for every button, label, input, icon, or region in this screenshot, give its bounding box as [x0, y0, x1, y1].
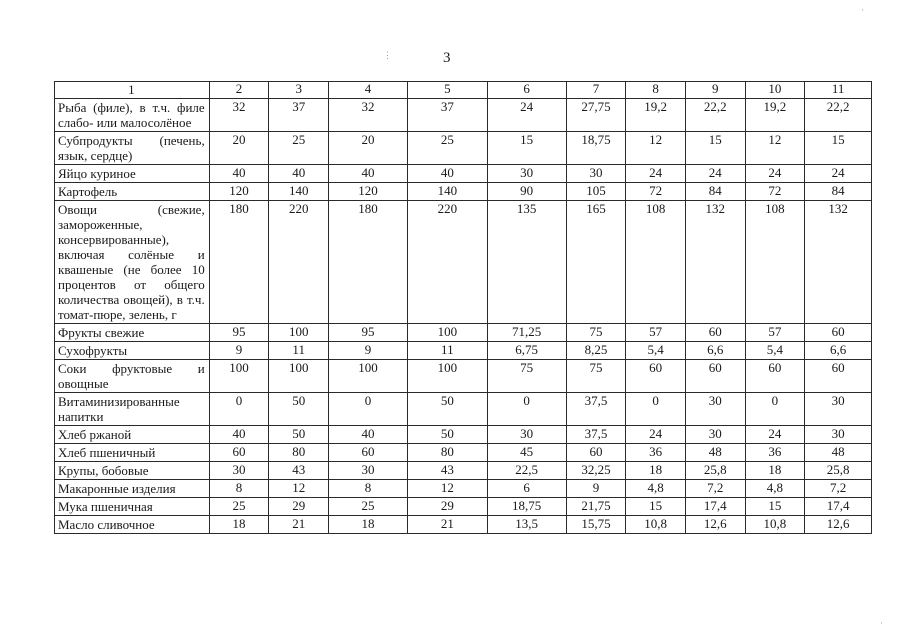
value-cell: 18 — [626, 462, 686, 480]
column-header-5: 5 — [407, 82, 487, 99]
product-name-cell: Хлеб ржаной — [55, 426, 210, 444]
value-cell: 30 — [487, 165, 566, 183]
value-cell: 15 — [805, 132, 872, 165]
value-cell: 108 — [626, 201, 686, 324]
value-cell: 6,6 — [685, 342, 745, 360]
value-cell: 8,25 — [566, 342, 626, 360]
value-cell: 100 — [329, 360, 408, 393]
value-cell: 72 — [626, 183, 686, 201]
value-cell: 15,75 — [566, 516, 626, 534]
value-cell: 40 — [329, 426, 408, 444]
value-cell: 40 — [269, 165, 329, 183]
value-cell: 120 — [209, 183, 269, 201]
value-cell: 6,6 — [805, 342, 872, 360]
value-cell: 12 — [407, 480, 487, 498]
table-row — [55, 183, 872, 201]
value-cell: 11 — [269, 342, 329, 360]
table-row — [55, 360, 872, 393]
product-name-cell: Масло сливочное — [55, 516, 210, 534]
value-cell: 45 — [487, 444, 566, 462]
product-name-cell: Фрукты свежие — [55, 324, 210, 342]
table-row — [55, 393, 872, 426]
value-cell: 21,75 — [566, 498, 626, 516]
value-cell: 30 — [209, 462, 269, 480]
value-cell: 36 — [745, 444, 805, 462]
product-name-cell: Мука пшеничная — [55, 498, 210, 516]
value-cell: 9 — [566, 480, 626, 498]
value-cell: 95 — [209, 324, 269, 342]
value-cell: 15 — [745, 498, 805, 516]
value-cell: 22,2 — [805, 99, 872, 132]
value-cell: 7,2 — [685, 480, 745, 498]
value-cell: 25 — [269, 132, 329, 165]
value-cell: 12 — [626, 132, 686, 165]
value-cell: 5,4 — [745, 342, 805, 360]
value-cell: 0 — [329, 393, 408, 426]
table-row — [55, 462, 872, 480]
value-cell: 32,25 — [566, 462, 626, 480]
value-cell: 84 — [685, 183, 745, 201]
value-cell: 25 — [407, 132, 487, 165]
value-cell: 30 — [685, 393, 745, 426]
value-cell: 30 — [685, 426, 745, 444]
product-name-cell: Сухофрукты — [55, 342, 210, 360]
food-norms-table — [54, 81, 872, 534]
value-cell: 50 — [407, 393, 487, 426]
value-cell: 105 — [566, 183, 626, 201]
value-cell: 5,4 — [626, 342, 686, 360]
column-header-3: 3 — [269, 82, 329, 99]
value-cell: 90 — [487, 183, 566, 201]
page-number: 3 — [443, 50, 451, 66]
value-cell: 8 — [329, 480, 408, 498]
column-header-4: 4 — [329, 82, 408, 99]
scan-speck: · — [861, 5, 864, 15]
column-header-1: 1 — [55, 82, 210, 99]
value-cell: 100 — [269, 360, 329, 393]
value-cell: 25 — [209, 498, 269, 516]
value-cell: 18,75 — [566, 132, 626, 165]
product-name-cell: Хлеб пшеничный — [55, 444, 210, 462]
value-cell: 20 — [209, 132, 269, 165]
product-name-cell: Соки фруктовые и овощные — [55, 360, 210, 393]
column-header-6: 6 — [487, 82, 566, 99]
value-cell: 71,25 — [487, 324, 566, 342]
value-cell: 9 — [329, 342, 408, 360]
value-cell: 48 — [805, 444, 872, 462]
value-cell: 100 — [407, 324, 487, 342]
product-name-cell: Яйцо куриное — [55, 165, 210, 183]
table-row — [55, 480, 872, 498]
value-cell: 22,2 — [685, 99, 745, 132]
value-cell: 140 — [407, 183, 487, 201]
value-cell: 60 — [626, 360, 686, 393]
value-cell: 32 — [209, 99, 269, 132]
column-header-7: 7 — [566, 82, 626, 99]
value-cell: 24 — [626, 426, 686, 444]
table-row — [55, 498, 872, 516]
table-row — [55, 444, 872, 462]
value-cell: 12 — [269, 480, 329, 498]
value-cell: 140 — [269, 183, 329, 201]
value-cell: 50 — [269, 426, 329, 444]
product-name-cell: Макаронные изделия — [55, 480, 210, 498]
column-header-11: 11 — [805, 82, 872, 99]
value-cell: 10,8 — [745, 516, 805, 534]
column-header-8: 8 — [626, 82, 686, 99]
value-cell: 4,8 — [745, 480, 805, 498]
value-cell: 43 — [269, 462, 329, 480]
value-cell: 0 — [745, 393, 805, 426]
value-cell: 60 — [805, 324, 872, 342]
value-cell: 13,5 — [487, 516, 566, 534]
table-row — [55, 516, 872, 534]
value-cell: 60 — [566, 444, 626, 462]
value-cell: 19,2 — [626, 99, 686, 132]
value-cell: 15 — [685, 132, 745, 165]
table-row — [55, 426, 872, 444]
value-cell: 165 — [566, 201, 626, 324]
value-cell: 24 — [626, 165, 686, 183]
value-cell: 95 — [329, 324, 408, 342]
value-cell: 220 — [269, 201, 329, 324]
value-cell: 60 — [805, 360, 872, 393]
value-cell: 24 — [745, 426, 805, 444]
value-cell: 30 — [805, 393, 872, 426]
value-cell: 21 — [269, 516, 329, 534]
value-cell: 18 — [329, 516, 408, 534]
value-cell: 19,2 — [745, 99, 805, 132]
value-cell: 100 — [407, 360, 487, 393]
value-cell: 18,75 — [487, 498, 566, 516]
value-cell: 29 — [407, 498, 487, 516]
value-cell: 43 — [407, 462, 487, 480]
value-cell: 30 — [487, 426, 566, 444]
value-cell: 75 — [487, 360, 566, 393]
value-cell: 60 — [745, 360, 805, 393]
table-row — [55, 342, 872, 360]
value-cell: 24 — [685, 165, 745, 183]
value-cell: 6 — [487, 480, 566, 498]
value-cell: 50 — [269, 393, 329, 426]
value-cell: 0 — [487, 393, 566, 426]
value-cell: 60 — [329, 444, 408, 462]
value-cell: 22,5 — [487, 462, 566, 480]
value-cell: 40 — [209, 165, 269, 183]
value-cell: 80 — [407, 444, 487, 462]
product-name-cell: Овощи (свежие, замороженные, консервированные), включая солёные и квашеные (не более 10 процентов от общего количества овощей), в т.ч. томат-пюре, зелень, г — [55, 201, 210, 324]
value-cell: 57 — [745, 324, 805, 342]
value-cell: 132 — [805, 201, 872, 324]
value-cell: 27,75 — [566, 99, 626, 132]
value-cell: 18 — [209, 516, 269, 534]
value-cell: 80 — [269, 444, 329, 462]
value-cell: 100 — [209, 360, 269, 393]
value-cell: 37,5 — [566, 393, 626, 426]
value-cell: 36 — [626, 444, 686, 462]
value-cell: 25 — [329, 498, 408, 516]
value-cell: 0 — [626, 393, 686, 426]
value-cell: 10,8 — [626, 516, 686, 534]
column-header-9: 9 — [685, 82, 745, 99]
product-name-cell: Картофель — [55, 183, 210, 201]
column-header-2: 2 — [209, 82, 269, 99]
product-name-cell: Витаминизированные напитки — [55, 393, 210, 426]
product-name-cell: Субпродукты (печень, язык, сердце) — [55, 132, 210, 165]
value-cell: 30 — [805, 426, 872, 444]
value-cell: 135 — [487, 201, 566, 324]
table-row — [55, 201, 872, 324]
value-cell: 40 — [209, 426, 269, 444]
value-cell: 0 — [209, 393, 269, 426]
table-header-row — [55, 82, 872, 99]
table-row — [55, 324, 872, 342]
value-cell: 60 — [209, 444, 269, 462]
value-cell: 15 — [626, 498, 686, 516]
value-cell: 75 — [566, 360, 626, 393]
value-cell: 100 — [269, 324, 329, 342]
value-cell: 180 — [329, 201, 408, 324]
value-cell: 37,5 — [566, 426, 626, 444]
value-cell: 12 — [745, 132, 805, 165]
value-cell: 75 — [566, 324, 626, 342]
value-cell: 120 — [329, 183, 408, 201]
value-cell: 12,6 — [685, 516, 745, 534]
value-cell: 57 — [626, 324, 686, 342]
value-cell: 48 — [685, 444, 745, 462]
value-cell: 17,4 — [685, 498, 745, 516]
value-cell: 37 — [407, 99, 487, 132]
value-cell: 180 — [209, 201, 269, 324]
value-cell: 4,8 — [626, 480, 686, 498]
table-body — [55, 82, 872, 534]
table-row — [55, 165, 872, 183]
value-cell: 7,2 — [805, 480, 872, 498]
value-cell: 15 — [487, 132, 566, 165]
value-cell: 37 — [269, 99, 329, 132]
product-name-cell: Рыба (филе), в т.ч. филе слабо- или малосолёное — [55, 99, 210, 132]
value-cell: 17,4 — [805, 498, 872, 516]
value-cell: 40 — [407, 165, 487, 183]
scan-speck: · — [880, 618, 883, 628]
scan-speck: ⋮ — [383, 50, 392, 60]
value-cell: 50 — [407, 426, 487, 444]
value-cell: 60 — [685, 360, 745, 393]
table-row — [55, 132, 872, 165]
value-cell: 24 — [805, 165, 872, 183]
value-cell: 84 — [805, 183, 872, 201]
value-cell: 29 — [269, 498, 329, 516]
value-cell: 24 — [745, 165, 805, 183]
value-cell: 108 — [745, 201, 805, 324]
value-cell: 18 — [745, 462, 805, 480]
value-cell: 220 — [407, 201, 487, 324]
table-row — [55, 99, 872, 132]
column-header-10: 10 — [745, 82, 805, 99]
value-cell: 9 — [209, 342, 269, 360]
value-cell: 24 — [487, 99, 566, 132]
value-cell: 11 — [407, 342, 487, 360]
value-cell: 132 — [685, 201, 745, 324]
value-cell: 20 — [329, 132, 408, 165]
value-cell: 21 — [407, 516, 487, 534]
value-cell: 40 — [329, 165, 408, 183]
value-cell: 25,8 — [685, 462, 745, 480]
value-cell: 32 — [329, 99, 408, 132]
product-name-cell: Крупы, бобовые — [55, 462, 210, 480]
value-cell: 8 — [209, 480, 269, 498]
value-cell: 25,8 — [805, 462, 872, 480]
value-cell: 30 — [566, 165, 626, 183]
value-cell: 12,6 — [805, 516, 872, 534]
value-cell: 6,75 — [487, 342, 566, 360]
value-cell: 60 — [685, 324, 745, 342]
value-cell: 30 — [329, 462, 408, 480]
value-cell: 72 — [745, 183, 805, 201]
